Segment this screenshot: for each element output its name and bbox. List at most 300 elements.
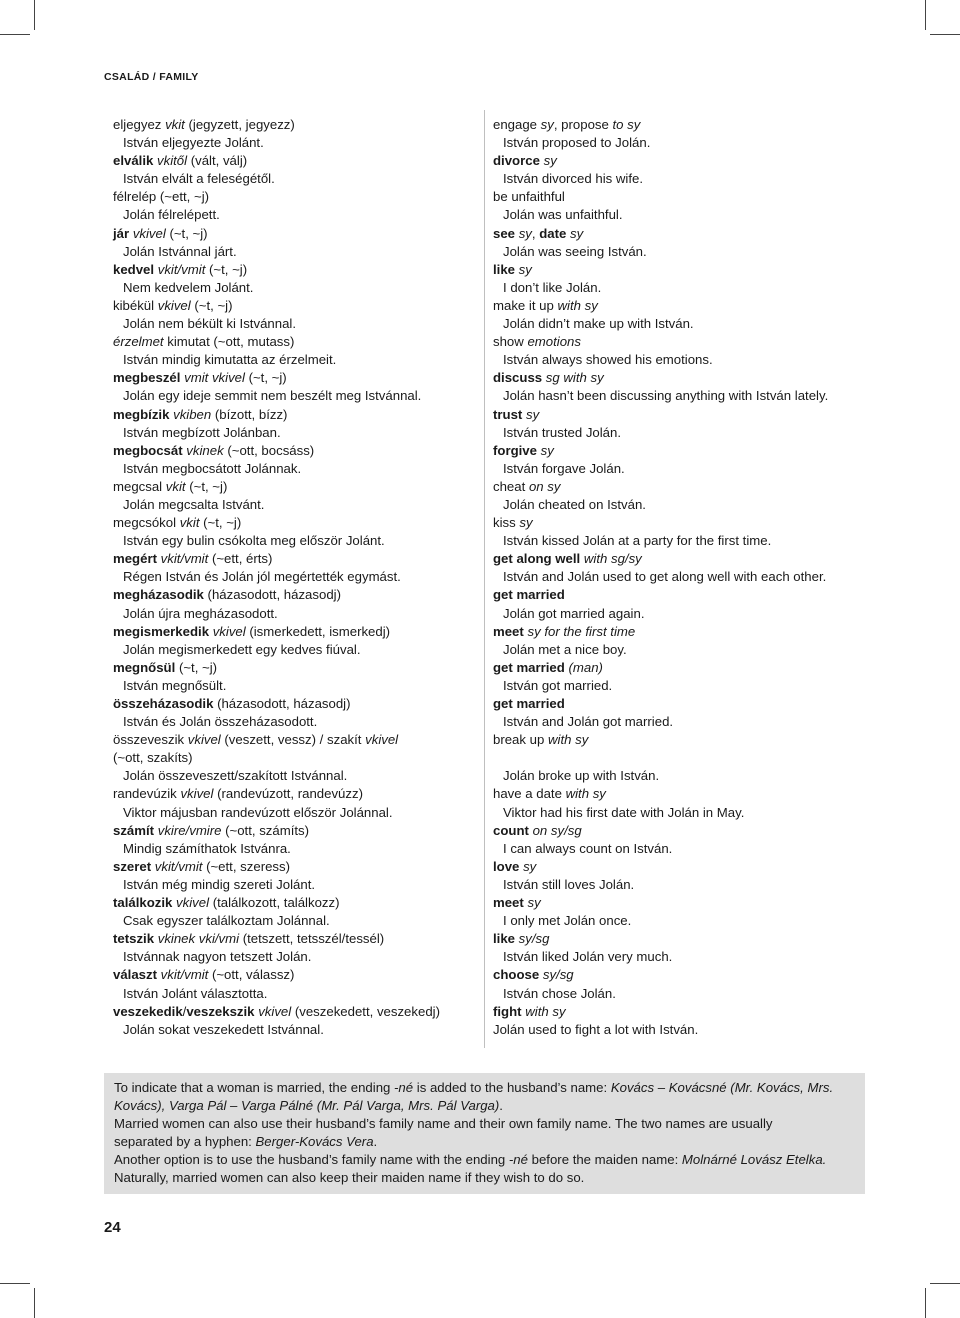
example-sentence — [113, 713, 473, 731]
text-segment: Jolán broke up with István. — [503, 768, 660, 784]
vocab-entry — [113, 188, 473, 206]
text-segment: Jolán got married again. — [503, 605, 645, 621]
example-sentence — [493, 351, 873, 369]
text-segment: félrelép (~ett, ~j) — [113, 189, 210, 205]
text-segment: cheat — [493, 478, 529, 494]
text-segment: vkit — [165, 478, 186, 494]
example-sentence — [113, 568, 473, 586]
text-segment: István megbízott Jolánban. — [123, 424, 281, 440]
example-sentence — [493, 170, 873, 188]
crop-mark — [0, 34, 30, 35]
example-sentence — [113, 876, 473, 894]
text-segment: Jolán nem békült ki Istvánnal. — [123, 316, 296, 332]
example-sentence — [113, 804, 473, 822]
text-segment: (ismerkedett, ismerkedj) — [245, 623, 391, 639]
vocab-entry — [493, 225, 873, 243]
text-segment: sy/sg — [542, 967, 574, 983]
text-segment: eljegyez — [113, 117, 166, 132]
text-segment: Viktor had his first date with Jolán in May. — [503, 804, 745, 820]
text-segment: with sy — [525, 1003, 566, 1019]
vocab-entry — [113, 333, 473, 351]
note-line — [114, 1079, 855, 1097]
text-segment: To indicate that a woman is married, the ending — [114, 1080, 395, 1095]
text-segment: (~t, ~j) — [190, 297, 233, 313]
text-segment: István Jolánt választotta. — [123, 985, 268, 1001]
example-sentence — [113, 351, 473, 369]
text-segment: vkivel — [187, 732, 221, 748]
example-sentence — [493, 279, 873, 297]
text-segment: (bízott, bízz) — [211, 406, 288, 422]
text-segment: elválik — [113, 153, 154, 169]
vocab-entry — [113, 225, 473, 243]
text-segment: love — [493, 858, 520, 874]
text-segment: megcsókol — [113, 515, 180, 531]
text-segment: (vált, válj) — [187, 153, 248, 169]
text-segment: Jolán was unfaithful. — [503, 207, 623, 223]
example-sentence — [493, 460, 873, 478]
text-segment: István proposed to Jolán. — [503, 135, 651, 151]
text-segment: vkit/vmit — [157, 261, 206, 277]
text-segment: István chose Jolán. — [503, 985, 616, 1001]
text-segment: (~t, ~j) — [165, 225, 208, 241]
text-segment: break up — [493, 732, 548, 748]
text-segment: vkinek vki/vmi — [157, 931, 240, 947]
text-segment: / — [182, 1003, 187, 1019]
text-segment: István megbocsátott Jolánnak. — [123, 460, 302, 476]
text-segment: találkozik — [113, 895, 173, 911]
example-sentence — [493, 568, 873, 586]
text-segment: szeret — [113, 858, 152, 874]
example-sentence — [113, 315, 473, 333]
text-segment: Jolán cheated on István. — [503, 496, 646, 512]
text-segment: get married — [493, 696, 565, 711]
text-segment: István got married. — [503, 677, 613, 693]
text-segment: vkivel — [258, 1003, 292, 1019]
text-segment: engage — [493, 117, 541, 132]
vocab-entry — [493, 1003, 873, 1021]
crop-mark — [925, 0, 926, 30]
vocab-entry — [493, 586, 873, 604]
vocab-entry — [493, 478, 873, 496]
vocab-entry — [113, 442, 473, 460]
crop-mark — [930, 34, 960, 35]
text-segment: before the maiden name: — [527, 1152, 682, 1168]
example-sentence — [113, 767, 473, 785]
example-sentence — [493, 206, 873, 224]
text-segment: sy — [523, 858, 537, 874]
text-segment: Mindig számíthatok Istvánra. — [123, 840, 291, 856]
text-segment: divorce — [493, 153, 540, 169]
example-sentence — [113, 912, 473, 930]
text-segment: kedvel — [113, 261, 155, 277]
text-segment: érzelmet — [113, 334, 164, 350]
example-sentence — [113, 641, 473, 659]
crop-mark — [34, 0, 35, 30]
text-segment: megbeszél — [113, 370, 181, 386]
text-segment: (~ett, szeress) — [202, 858, 290, 874]
example-sentence — [493, 605, 873, 623]
text-segment: I can always count on István. — [503, 840, 673, 856]
text-segment: István still loves Jolán. — [503, 876, 635, 892]
text-segment: megismerkedik — [113, 623, 210, 639]
text-segment: vkit/vmit — [154, 858, 203, 874]
text-segment: like — [493, 261, 515, 277]
vocab-entry — [113, 152, 473, 170]
text-segment: Csak egyszer találkoztam Jolánnal. — [123, 913, 330, 929]
text-segment: Jolán didn’t make up with István. — [503, 316, 694, 332]
crop-mark — [925, 1288, 926, 1318]
text-segment: kimutat (~ott, mutass) — [163, 334, 295, 350]
text-segment: (~ett, érts) — [208, 551, 273, 567]
text-segment: , propose — [553, 117, 613, 132]
text-segment: megcsal — [113, 478, 166, 494]
vocab-entry — [113, 966, 473, 984]
example-sentence — [113, 134, 473, 152]
text-segment: meet — [493, 895, 524, 911]
text-segment: István egy bulin csókolta meg először Jolánt. — [123, 533, 385, 549]
text-segment: have a date — [493, 786, 566, 802]
note-line — [114, 1097, 855, 1115]
text-segment: vkire/vmire — [157, 822, 222, 838]
vocab-entry — [113, 894, 473, 912]
text-segment: sy — [570, 225, 584, 241]
vocab-entry — [113, 623, 473, 641]
text-segment: István kissed Jolán at a party for the first time. — [503, 533, 772, 549]
text-segment: Jolán összeveszett/szakított Istvánnal. — [123, 768, 348, 784]
example-sentence — [493, 985, 873, 1003]
text-segment: count — [493, 822, 529, 838]
text-segment: István divorced his wife. — [503, 171, 643, 187]
text-segment: vkinek — [186, 442, 224, 458]
example-sentence — [493, 713, 873, 731]
text-segment: emotions — [527, 334, 581, 350]
vocab-entry — [113, 478, 473, 496]
text-segment: date — [539, 225, 567, 241]
example-sentence — [113, 605, 473, 623]
example-sentence — [493, 496, 873, 514]
text-segment: Jolán hasn’t been discussing anything with István lately. — [503, 388, 829, 404]
vocab-entry — [113, 514, 473, 532]
text-segment: Another option is to use the husband’s family name with the ending — [114, 1152, 509, 1168]
text-segment: választ — [113, 967, 157, 983]
text-segment: (~t, ~j) — [199, 515, 242, 531]
text-segment: vkitől — [157, 153, 188, 169]
text-segment: sy — [519, 515, 533, 531]
text-segment: sg with sy — [545, 370, 604, 386]
vocab-entry — [113, 406, 473, 424]
text-segment: fight — [493, 1003, 522, 1019]
vocab-entry — [493, 369, 873, 387]
text-segment: trust — [493, 406, 523, 422]
text-segment: Viktor májusban randevúzott először Jolánnal. — [123, 804, 393, 820]
text-segment: István liked Jolán very much. — [503, 949, 673, 965]
vocab-entry — [493, 659, 873, 677]
text-segment: I don’t like Jolán. — [503, 279, 602, 295]
vocab-entry — [113, 261, 473, 279]
text-segment: vkivel — [132, 225, 166, 241]
example-sentence — [493, 677, 873, 695]
example-sentence — [113, 243, 473, 261]
example-sentence — [493, 134, 873, 152]
example-sentence — [113, 985, 473, 1003]
example-sentence — [113, 840, 473, 858]
text-segment: vkivel — [180, 786, 214, 802]
vocab-entry — [113, 822, 473, 840]
column-divider — [484, 110, 485, 1048]
text-segment: István always showed his emotions. — [503, 352, 713, 368]
text-segment: with sy — [565, 786, 606, 802]
example-sentence — [113, 532, 473, 550]
text-segment: sy — [518, 225, 532, 241]
text-segment: get along well — [493, 551, 581, 567]
text-segment: veszekszik — [186, 1003, 255, 1019]
vocab-entry — [493, 966, 873, 984]
note-line — [114, 1151, 855, 1169]
text-segment: sy/sg — [518, 931, 550, 947]
text-segment: Jolán Istvánnal járt. — [123, 243, 237, 259]
crop-mark — [930, 1283, 960, 1284]
vocab-entry — [113, 930, 473, 948]
text-segment: get married — [493, 659, 565, 675]
text-segment: (~t, ~j) — [244, 370, 287, 386]
text-segment: Naturally, married women can also keep their maiden name if they wish to do so. — [114, 1170, 585, 1186]
text-segment: , — [531, 225, 540, 241]
text-segment: megért — [113, 551, 157, 567]
example-sentence — [493, 387, 873, 405]
text-segment: tetszik — [113, 931, 155, 947]
example-sentence — [113, 279, 473, 297]
vocab-entry — [493, 731, 873, 749]
example-sentence — [113, 424, 473, 442]
example-sentence — [493, 804, 873, 822]
vocab-entry — [113, 297, 473, 315]
text-segment: forgive — [493, 442, 537, 458]
text-segment: . — [373, 1134, 378, 1150]
text-segment: see — [493, 225, 516, 241]
text-segment: vmit vkivel — [184, 370, 245, 386]
text-segment: sy — [540, 442, 554, 458]
note-box — [104, 1073, 865, 1194]
example-sentence — [493, 641, 873, 659]
hungarian-column — [113, 116, 473, 1039]
example-sentence — [113, 948, 473, 966]
vocab-entry — [493, 297, 873, 315]
text-segment: sy for the first time — [527, 623, 636, 639]
example-sentence — [113, 206, 473, 224]
example-sentence — [113, 460, 473, 478]
text-segment: . — [499, 1098, 503, 1114]
text-segment: vkit — [179, 515, 200, 531]
text-segment: Berger-Kovács Vera — [255, 1134, 374, 1150]
text-segment: István and Jolán got married. — [503, 714, 674, 730]
text-segment: show — [493, 334, 528, 350]
vocab-entry — [113, 858, 473, 876]
text-segment: Nem kedvelem Jolánt. — [123, 279, 254, 295]
vocab-entry — [493, 822, 873, 840]
text-segment: (találkozott, találkozz) — [209, 895, 340, 911]
text-segment: István mindig kimutatta az érzelmeit. — [123, 352, 337, 368]
text-segment: sy — [540, 117, 554, 132]
text-segment: (veszekedett, veszekedj) — [291, 1003, 440, 1019]
text-segment: jár — [113, 225, 130, 241]
text-segment: is added to the husband’s name: — [413, 1080, 611, 1095]
vocab-entry — [113, 1003, 473, 1021]
text-segment: (~t, ~j) — [185, 478, 228, 494]
text-segment: István elvált a feleségétől. — [123, 171, 275, 187]
text-segment: István még mindig szereti Jolánt. — [123, 876, 316, 892]
text-segment: kibékül — [113, 297, 158, 313]
page-number: 24 — [104, 1219, 121, 1236]
text-segment: Jolán met a nice boy. — [503, 641, 627, 657]
text-segment: get married — [493, 587, 565, 603]
example-sentence — [493, 315, 873, 333]
example-sentence — [493, 912, 873, 930]
text-segment: Jolán félrelépett. — [123, 207, 220, 223]
text-segment: (~ott, számíts) — [221, 822, 310, 838]
vocab-entry — [113, 785, 473, 803]
text-segment: Jolán used to fight a lot with István. — [493, 1021, 699, 1037]
example-sentence — [493, 840, 873, 858]
text-segment: vkivel — [157, 297, 191, 313]
text-segment: Kovács – Kovácsné (Mr. Kovács, Mrs. — [610, 1080, 834, 1095]
note-line — [114, 1169, 855, 1187]
vocab-entry — [113, 116, 473, 134]
text-segment: megházasodik — [113, 587, 204, 603]
text-segment: Jolán sokat veszekedett Istvánnal. — [123, 1021, 324, 1037]
text-segment: make it up — [493, 297, 558, 313]
note-line — [114, 1115, 855, 1133]
vocab-entry — [493, 116, 873, 134]
vocab-entry — [493, 1021, 873, 1039]
vocab-entry — [493, 333, 873, 351]
text-segment: megbízik — [113, 406, 170, 422]
text-segment: sy — [543, 153, 557, 169]
text-segment: (randevúzott, randevúzz) — [213, 786, 363, 802]
text-segment: Married women can also use their husband’s family name and their own family name. The two names are usually — [114, 1116, 773, 1132]
text-segment: (man) — [568, 659, 603, 675]
text-segment: vkit/vmit — [160, 967, 209, 983]
example-sentence — [113, 387, 473, 405]
vocab-entry — [113, 749, 473, 767]
vocab-entry — [493, 749, 873, 767]
vocab-entry — [493, 261, 873, 279]
text-segment: be unfaithful — [493, 189, 565, 205]
text-segment: (házasodott, házasodj) — [203, 587, 341, 603]
text-segment: sy — [525, 406, 540, 422]
text-segment: (~ott, szakíts) — [113, 750, 193, 766]
text-segment: vkiben — [173, 406, 212, 422]
vocab-entry — [493, 514, 873, 532]
text-segment: sy — [518, 261, 532, 277]
page-header: CSALÁD / FAMILY — [104, 71, 199, 83]
text-segment: István forgave Jolán. — [503, 460, 625, 476]
text-segment: (jegyzett, jegyezz) — [184, 117, 295, 132]
text-segment: vkit/vmit — [160, 551, 209, 567]
crop-mark — [34, 1288, 35, 1318]
vocab-entry — [493, 188, 873, 206]
example-sentence — [493, 767, 873, 785]
text-segment: István eljegyezte Jolánt. — [123, 135, 264, 151]
text-segment: Jolán megismerkedett egy kedves fiúval. — [123, 641, 361, 657]
text-segment: (veszett, vessz) / szakít — [220, 732, 366, 748]
example-sentence — [493, 948, 873, 966]
text-segment: meet — [493, 623, 524, 639]
text-segment: megbocsát — [113, 442, 183, 458]
vocab-entry — [493, 894, 873, 912]
example-sentence — [113, 496, 473, 514]
vocab-entry — [113, 586, 473, 604]
text-segment: megnősül — [113, 659, 176, 675]
text-segment: discuss — [493, 370, 543, 386]
text-segment: (~ott, válassz) — [208, 967, 295, 983]
text-segment: like — [493, 931, 515, 947]
text-segment: Jolán egy ideje semmit nem beszélt meg Istvánnal. — [123, 388, 422, 404]
text-segment: Istvánnak nagyon tetszett Jolán. — [123, 949, 312, 965]
vocab-entry — [493, 623, 873, 641]
text-segment: számít — [113, 822, 155, 838]
vocab-entry — [113, 695, 473, 713]
text-segment: vkit — [165, 117, 185, 132]
text-segment: choose — [493, 967, 540, 983]
vocab-entry — [113, 550, 473, 568]
vocab-entry — [493, 695, 873, 713]
text-segment: vkivel — [176, 895, 210, 911]
text-segment: István megnősült. — [123, 677, 227, 693]
text-segment: (tetszett, tetsszél/tessél) — [239, 931, 385, 947]
text-segment: István és Jolán összeházasodott. — [123, 714, 318, 730]
text-segment: Jolán megcsalta Istvánt. — [123, 496, 265, 512]
text-segment: separated by a hyphen: — [114, 1134, 256, 1150]
text-segment: veszekedik — [113, 1003, 183, 1019]
text-segment: with sy — [548, 732, 589, 748]
example-sentence — [493, 424, 873, 442]
vocab-entry — [113, 369, 473, 387]
vocab-entry — [113, 731, 473, 749]
text-segment: to sy — [612, 117, 641, 132]
text-segment: sy — [527, 895, 541, 911]
text-segment: kiss — [493, 515, 520, 531]
text-segment: Kovács), Varga Pál – Varga Pálné (Mr. Pál Varga, Mrs. Pál Varga) — [114, 1098, 500, 1114]
vocab-entry — [493, 406, 873, 424]
vocab-entry — [493, 930, 873, 948]
text-segment: with sg/sy — [583, 551, 642, 567]
crop-mark — [0, 1283, 30, 1284]
english-column — [493, 116, 873, 1039]
text-segment: (házasodott, házasodj) — [213, 696, 351, 711]
vocab-entry — [493, 442, 873, 460]
text-segment: Jolán was seeing István. — [503, 243, 647, 259]
example-sentence — [113, 1021, 473, 1039]
text-segment: összeházasodik — [113, 696, 214, 711]
text-segment: on sy — [528, 478, 561, 494]
text-segment: (~t, ~j) — [175, 659, 218, 675]
vocab-entry — [493, 550, 873, 568]
text-segment: (~t, ~j) — [205, 261, 248, 277]
vocab-entry — [493, 152, 873, 170]
vocab-entry — [493, 858, 873, 876]
text-segment: István and Jolán used to get along well with each other. — [503, 569, 827, 585]
example-sentence — [113, 170, 473, 188]
text-segment: Molnárné Lovász Etelka. — [681, 1152, 827, 1168]
text-segment: István trusted Jolán. — [503, 424, 622, 440]
text-segment: with sy — [557, 297, 598, 313]
text-segment: vkivel — [365, 732, 399, 748]
text-segment: vkivel — [212, 623, 246, 639]
text-segment: Jolán újra megházasodott. — [123, 605, 278, 621]
text-segment: on sy/sg — [532, 822, 582, 838]
vocab-entry — [493, 785, 873, 803]
text-segment: -né — [394, 1080, 414, 1095]
